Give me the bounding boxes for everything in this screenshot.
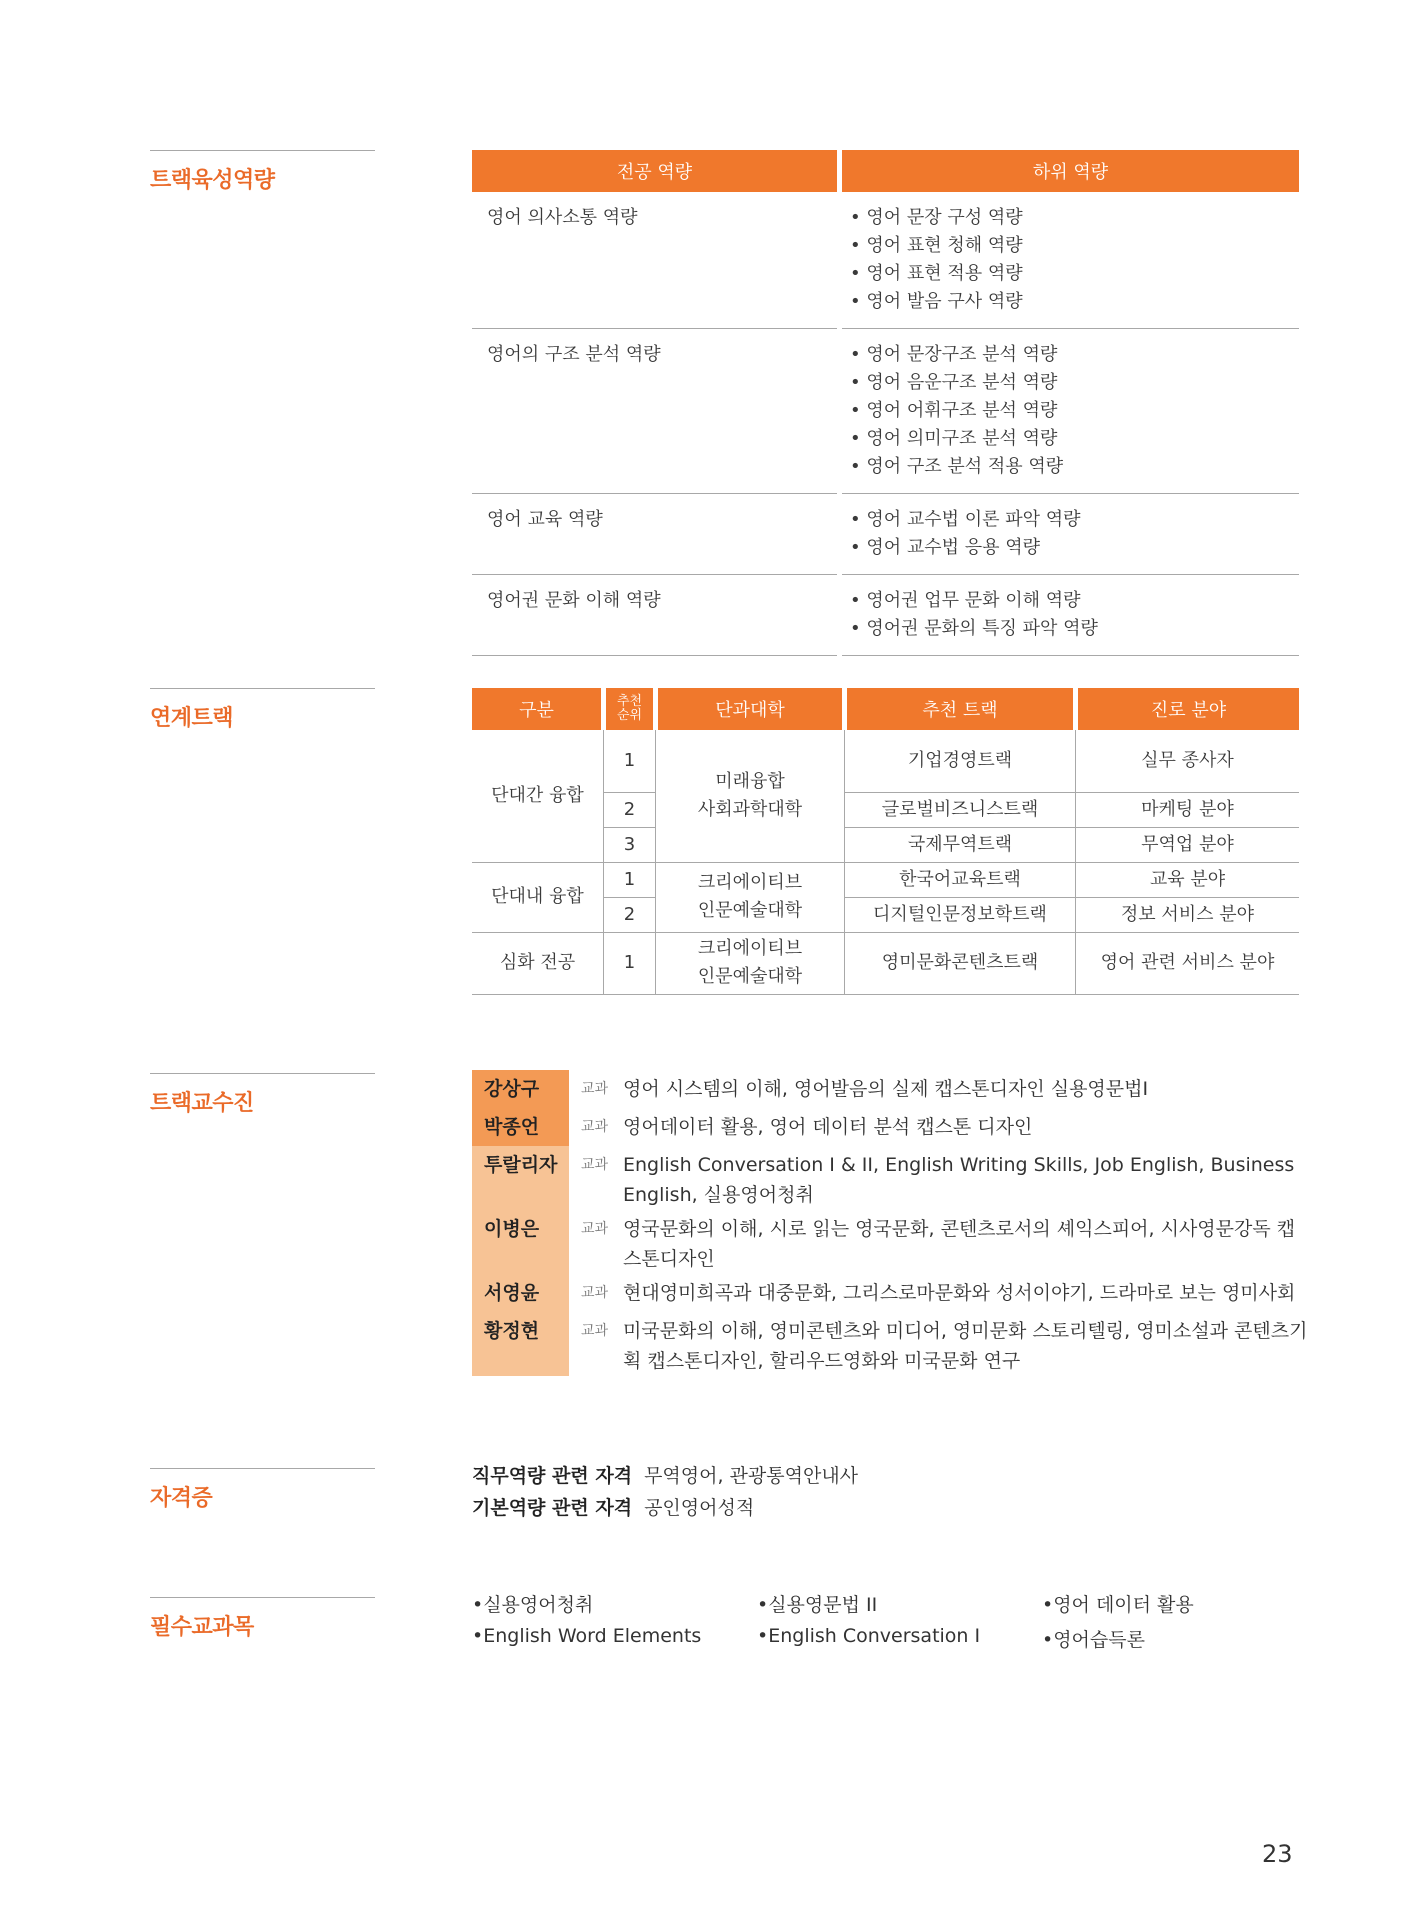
competency-row <box>472 575 1299 656</box>
college-line: 인문예술대학 <box>697 966 803 987</box>
faculty-courses: 영국문화의 이해, 시로 읽는 영국문화, 콘텐츠로서의 셰익스피어, 시사영문강독 캡스톤디자인 <box>623 1218 1296 1270</box>
section-label-competency: 트랙육성역량 <box>150 150 375 194</box>
sub-competency-item: • 영어 교수법 응용 역량 <box>850 537 1040 558</box>
sub-competency-cell <box>842 575 1299 656</box>
track-cell: 국제무역트랙 <box>845 827 1076 862</box>
required-courses-grid <box>472 1590 1312 1652</box>
sub-competency-item: • 영어 표현 청해 역량 <box>850 235 1023 256</box>
faculty-courses: 영어데이터 활용, 영어 데이터 분석 캡스톤 디자인 <box>623 1116 1033 1138</box>
sub-competency-item: • 영어권 업무 문화 이해 역량 <box>850 590 1081 611</box>
faculty-name: 박종언 <box>472 1108 569 1146</box>
cert-value: 공인영어성적 <box>644 1497 755 1519</box>
cert-row-job <box>472 1460 858 1492</box>
faculty-row <box>472 1070 1302 1108</box>
cert-row-basic <box>472 1492 858 1524</box>
cert-label: 기본역량 관련 자격 <box>472 1497 633 1519</box>
competency-row <box>472 494 1299 575</box>
track-cell: 기업경영트랙 <box>845 730 1076 792</box>
group-inter-college: 단대간 융합 <box>472 730 604 862</box>
faculty-row <box>472 1146 1302 1210</box>
track-cell: 디지털인문정보학트랙 <box>845 897 1076 932</box>
career-cell: 무역업 분야 <box>1076 827 1300 862</box>
track-cell: 한국어교육트랙 <box>845 862 1076 897</box>
required-course: •영어 데이터 활용 <box>1042 1594 1194 1616</box>
rank-cell: 1 <box>604 730 656 792</box>
faculty-courses: English Conversation I & II, English Writing Skills, Job English, Business English, 실용영어청취 <box>623 1154 1295 1206</box>
faculty-name: 황정현 <box>472 1312 569 1376</box>
competency-row <box>472 329 1299 494</box>
header-rank-text: 추천 순위 <box>616 694 643 723</box>
sub-competency-item: • 영어 문장 구성 역량 <box>850 207 1023 228</box>
major-competency-cell: 영어의 구조 분석 역량 <box>472 329 837 494</box>
header-rank <box>604 688 656 730</box>
college-cell <box>656 932 845 994</box>
major-competency-cell: 영어 의사소통 역량 <box>472 192 837 329</box>
track-cell: 영미문화콘텐츠트랙 <box>845 932 1076 994</box>
college-line: 크리에이티브 <box>697 938 803 959</box>
certificates-block <box>472 1460 858 1524</box>
required-course: •실용영문법 II <box>757 1594 878 1616</box>
rank-cell: 2 <box>604 792 656 827</box>
header-recommended-track: 추천 트랙 <box>845 688 1076 730</box>
sub-competency-item: • 영어 발음 구사 역량 <box>850 291 1023 312</box>
faculty-courses: 영어 시스템의 이해, 영어발음의 실제 캡스톤디자인 실용영문법I <box>623 1078 1149 1100</box>
career-cell: 마케팅 분야 <box>1076 792 1300 827</box>
faculty-name: 강상구 <box>472 1070 569 1108</box>
rank-cell: 2 <box>604 897 656 932</box>
section-label-faculty: 트랙교수진 <box>150 1073 375 1117</box>
header-category: 구분 <box>472 688 604 730</box>
course-tag: 교과 <box>581 1081 609 1097</box>
sub-competency-cell <box>842 329 1299 494</box>
career-cell: 실무 종사자 <box>1076 730 1300 792</box>
sub-competency-item: • 영어 어휘구조 분석 역량 <box>850 400 1058 421</box>
faculty-name: 이병은 <box>472 1210 569 1274</box>
sub-competency-item: • 영어 표현 적용 역량 <box>850 263 1023 284</box>
cert-value: 무역영어, 관광통역안내사 <box>644 1465 859 1487</box>
competency-table <box>472 150 1299 656</box>
linked-tracks-table <box>472 688 1299 995</box>
header-sub-competency: 하위 역량 <box>842 150 1299 192</box>
group-intra-college: 단대내 융합 <box>472 862 604 932</box>
sub-competency-item: • 영어 교수법 이론 파악 역량 <box>850 509 1081 530</box>
required-course: •영어습득론 <box>1042 1629 1145 1651</box>
career-cell: 영어 관련 서비스 분야 <box>1076 932 1300 994</box>
college-line: 인문예술대학 <box>697 900 803 921</box>
college-line: 사회과학대학 <box>697 798 803 820</box>
group-advanced-major: 심화 전공 <box>472 932 604 994</box>
college-line: 크리에이티브 <box>697 872 803 893</box>
header-career-field: 진로 분야 <box>1076 688 1300 730</box>
sub-competency-item: • 영어 의미구조 분석 역량 <box>850 428 1058 449</box>
college-cell <box>656 862 845 932</box>
required-course: •English Conversation I <box>757 1625 981 1647</box>
faculty-courses: 현대영미희곡과 대중문화, 그리스로마문화와 성서이야기, 드라마로 보는 영미사회 <box>623 1282 1296 1304</box>
course-tag: 교과 <box>581 1285 609 1301</box>
header-major-competency: 전공 역량 <box>472 150 837 192</box>
section-label-required-courses: 필수교과목 <box>150 1597 375 1641</box>
college-cell <box>656 730 845 862</box>
header-college: 단과대학 <box>656 688 845 730</box>
faculty-list <box>472 1070 1308 1376</box>
course-tag: 교과 <box>581 1323 609 1339</box>
sub-competency-item: • 영어 구조 분석 적용 역량 <box>850 456 1064 477</box>
sub-competency-cell <box>842 494 1299 575</box>
course-tag: 교과 <box>581 1119 609 1135</box>
section-label-certificates: 자격증 <box>150 1468 375 1512</box>
section-label-linked-tracks: 연계트랙 <box>150 688 375 732</box>
page-number: 23 <box>1262 1840 1293 1868</box>
career-cell: 정보 서비스 분야 <box>1076 897 1300 932</box>
faculty-name: 투랄리자 <box>472 1146 569 1210</box>
faculty-row <box>472 1312 1308 1376</box>
track-cell: 글로벌비즈니스트랙 <box>845 792 1076 827</box>
major-competency-cell: 영어권 문화 이해 역량 <box>472 575 837 656</box>
required-course: •실용영어청취 <box>472 1594 594 1616</box>
faculty-name: 서영윤 <box>472 1274 569 1312</box>
course-tag: 교과 <box>581 1157 609 1173</box>
faculty-courses: 미국문화의 이해, 영미콘텐츠와 미디어, 영미문화 스토리텔링, 영미소설과 콘텐츠기획 캡스톤디자인, 할리우드영화와 미국문화 연구 <box>623 1320 1308 1372</box>
cert-label: 직무역량 관련 자격 <box>472 1465 633 1487</box>
required-course: •English Word Elements <box>472 1625 702 1647</box>
competency-row <box>472 192 1299 329</box>
rank-cell: 1 <box>604 932 656 994</box>
sub-competency-cell <box>842 192 1299 329</box>
career-cell: 교육 분야 <box>1076 862 1300 897</box>
faculty-row <box>472 1274 1302 1312</box>
sub-competency-item: • 영어권 문화의 특징 파악 역량 <box>850 618 1098 639</box>
sub-competency-item: • 영어 음운구조 분석 역량 <box>850 372 1058 393</box>
sub-competency-item: • 영어 문장구조 분석 역량 <box>850 344 1058 365</box>
rank-cell: 1 <box>604 862 656 897</box>
major-competency-cell: 영어 교육 역량 <box>472 494 837 575</box>
college-line: 미래융합 <box>715 770 785 792</box>
rank-cell: 3 <box>604 827 656 862</box>
faculty-row <box>472 1108 1302 1146</box>
course-tag: 교과 <box>581 1221 609 1237</box>
faculty-row <box>472 1210 1302 1274</box>
